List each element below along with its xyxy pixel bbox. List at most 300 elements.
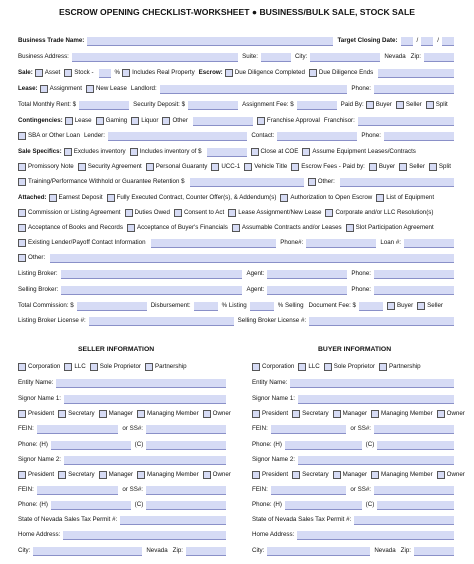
- assumable-contracts-label: Assumable Contracts and/or Leases: [241, 223, 342, 231]
- manager-label: Manager: [108, 409, 134, 417]
- listing-percent-field[interactable]: [194, 302, 218, 311]
- list-equipment-checkbox[interactable]: [376, 194, 434, 202]
- selling-phone-field[interactable]: [374, 286, 454, 295]
- lender-phone-field[interactable]: [384, 132, 454, 141]
- corporate-llc-label: Corporate and/or LLC Resolution(s): [335, 208, 434, 216]
- seller-fein1-row: [18, 423, 230, 435]
- row-existing-lender: [18, 237, 458, 249]
- buyer2-manager-checkbox[interactable]: [333, 471, 367, 479]
- seller-ss1-field[interactable]: [146, 425, 226, 434]
- seller-entity-name-field[interactable]: [56, 379, 226, 388]
- president-label: President: [262, 470, 289, 478]
- training-amount-field[interactable]: [190, 178, 304, 187]
- buyer-fein1-label: FEIN:: [252, 424, 268, 432]
- security-agreement-label: Security Agreement: [87, 162, 142, 170]
- trade-name-label: Business Trade Name:: [18, 36, 85, 44]
- existing-lender-phone-label: Phone#:: [280, 238, 304, 246]
- personal-guaranty-checkbox[interactable]: [146, 163, 208, 171]
- fees-buyer-label: Buyer: [378, 162, 396, 170]
- buyer-home-address-row: [252, 529, 458, 541]
- seller-signor1-row: [18, 393, 230, 405]
- authorization-checkbox[interactable]: [280, 194, 372, 202]
- includes-real-property-checkbox[interactable]: [122, 69, 195, 77]
- contingency-other-checkbox[interactable]: [162, 117, 187, 125]
- target-day-field[interactable]: [421, 37, 433, 46]
- row-notes: [18, 161, 458, 173]
- buyer-signor1-row: [252, 393, 458, 405]
- suite-label: Suite:: [242, 52, 258, 60]
- training-other-checkbox[interactable]: [308, 178, 335, 186]
- due-diligence-completed-label: Due Diligence Completed: [234, 68, 305, 76]
- doc-fee-seller-label: Seller: [427, 301, 443, 309]
- seller-sole-proprietor-checkbox[interactable]: [90, 363, 141, 371]
- secretary-label: Secretary: [302, 409, 329, 417]
- contingency-other-label: Other: [172, 116, 188, 124]
- landlord-field[interactable]: [160, 85, 348, 94]
- buyer2-secretary-checkbox[interactable]: [292, 471, 328, 479]
- buyer1-secretary-checkbox[interactable]: [292, 410, 328, 418]
- seller-tax-permit-label: State of Nevada Sales Tax Permit #:: [18, 515, 118, 523]
- row-attached: [18, 192, 458, 204]
- selling-broker-label: Selling Broker:: [18, 285, 59, 293]
- selling-agent-field[interactable]: [267, 286, 347, 295]
- seller1-manager-checkbox[interactable]: [99, 410, 133, 418]
- lender-label: Lender:: [83, 131, 105, 139]
- franchisor-field[interactable]: [358, 117, 454, 126]
- corporate-llc-checkbox[interactable]: [325, 209, 433, 217]
- seller2-president-checkbox[interactable]: [18, 471, 54, 479]
- lender-phone-label: Phone:: [361, 131, 381, 139]
- buyer1-manager-checkbox[interactable]: [333, 410, 367, 418]
- buyer-signor2-field[interactable]: [298, 456, 454, 465]
- training-other-field[interactable]: [340, 178, 454, 187]
- seller-zip-label: Zip:: [172, 546, 183, 554]
- seller2-managing-member-checkbox[interactable]: [137, 471, 199, 479]
- contingency-other-field[interactable]: [193, 117, 253, 126]
- seller-fein1-label: FEIN:: [18, 424, 34, 432]
- fees-split-label: Split: [438, 162, 451, 170]
- suite-field[interactable]: [261, 53, 291, 62]
- buyer-zip-field[interactable]: [414, 547, 454, 556]
- buyer-corporation-label: Corporation: [262, 362, 295, 370]
- seller-signor2-title-row: [18, 469, 230, 481]
- assume-equipment-label: Assume Equipment Leases/Contracts: [312, 147, 416, 155]
- includes-inventory-checkbox[interactable]: [130, 148, 202, 156]
- fees-buyer-checkbox[interactable]: [369, 163, 395, 171]
- authorization-label: Authorization to Open Escrow: [290, 193, 373, 201]
- buyer-signor2-title-row: [252, 469, 465, 481]
- contingency-liquor-label: Liquor: [141, 116, 159, 124]
- listing-license-field[interactable]: [89, 317, 234, 326]
- attached-other-field[interactable]: [50, 254, 454, 263]
- seller-phone-c2-field[interactable]: [146, 501, 226, 510]
- buyer-phone2-row: [252, 499, 458, 511]
- manager-label: Manager: [108, 470, 134, 478]
- seller-entity-type-row: [18, 361, 230, 373]
- buyer-home-address-field[interactable]: [297, 531, 454, 540]
- buyer-entity-name-row: [252, 377, 458, 389]
- total-rent-field[interactable]: [79, 101, 129, 110]
- assignment-fee-field[interactable]: [297, 101, 337, 110]
- row-training: [18, 176, 458, 188]
- fees-seller-checkbox[interactable]: [399, 163, 425, 171]
- includes-real-property-label: Includes Real Property: [132, 68, 195, 76]
- buyer-phone-h1-field[interactable]: [285, 441, 362, 450]
- buyer-nevada-label: Nevada: [374, 546, 396, 554]
- row-acceptance: [18, 222, 458, 234]
- seller-fein2-row: [18, 484, 230, 496]
- buyer-phone-h2-field[interactable]: [285, 501, 362, 510]
- managing-member-label: Managing Member: [381, 470, 433, 478]
- assume-equipment-checkbox[interactable]: [302, 148, 416, 156]
- row-contingencies: [18, 115, 458, 127]
- commission-agreement-label: Commission or Listing Agreement: [28, 208, 121, 216]
- seller-phone2-row: [18, 499, 230, 511]
- seller-signor2-field[interactable]: [64, 456, 226, 465]
- listing-license-label: Listing Broker License #:: [18, 316, 86, 324]
- paid-by-seller-checkbox[interactable]: [396, 101, 422, 109]
- total-commission-label: Total Commission: $: [18, 301, 74, 309]
- row-commission: [18, 207, 458, 219]
- buyer-signor1-field[interactable]: [298, 395, 454, 404]
- paid-by-label: Paid By:: [340, 100, 364, 108]
- slot-participation-label: Slot Participation Agreement: [355, 223, 434, 231]
- landlord-phone-field[interactable]: [374, 85, 454, 94]
- existing-lender-checkbox[interactable]: [18, 239, 146, 247]
- consent-act-checkbox[interactable]: [174, 209, 224, 217]
- split-label: Split: [435, 100, 448, 108]
- seller-llc-label: LLC: [74, 362, 86, 370]
- sba-loan-label: SBA or Other Loan: [28, 131, 80, 139]
- fully-executed-label: Fully Executed Contract, Counter Offer(s), & Addendum(s): [116, 193, 277, 201]
- seller-phone-h1-label: Phone: (H): [18, 440, 48, 448]
- seller-phone1-row: [18, 439, 230, 451]
- existing-lender-label: Existing Lender/Payoff Contact Information: [28, 238, 146, 246]
- selling-license-field[interactable]: [309, 317, 454, 326]
- buyer-entity-type-row: [252, 361, 458, 373]
- owner-label: Owner: [212, 409, 231, 417]
- buyer-ss2-label: or SS#:: [350, 485, 371, 493]
- row-selling-broker: [18, 284, 458, 296]
- assignment-checkbox[interactable]: [40, 85, 82, 93]
- contact-field[interactable]: [277, 132, 357, 141]
- training-label: Training/Performance Withhold or Guarantee Retention $: [28, 177, 185, 185]
- seller-signor2-row: [18, 454, 230, 466]
- listing-broker-label: Listing Broker:: [18, 269, 58, 277]
- seller-ss1-label: or SS#:: [122, 424, 143, 432]
- stock-label: Stock -: [74, 68, 94, 76]
- assumable-contracts-checkbox[interactable]: [232, 224, 342, 232]
- personal-guaranty-label: Personal Guaranty: [155, 162, 208, 170]
- row-address: [18, 51, 458, 63]
- acceptance-financials-label: Acceptance of Buyer's Financials: [136, 223, 228, 231]
- target-month-field[interactable]: [401, 37, 413, 46]
- seller-phone-c1-field[interactable]: [146, 441, 226, 450]
- secretary-label: Secretary: [68, 409, 95, 417]
- fees-seller-label: Seller: [409, 162, 425, 170]
- seller-fein1-field[interactable]: [37, 425, 119, 434]
- close-at-coe-checkbox[interactable]: [251, 148, 299, 156]
- row-sale: [18, 67, 458, 79]
- duties-owed-checkbox[interactable]: [125, 209, 170, 217]
- buyer-tax-permit-label: State of Nevada Sales Tax Permit #:: [252, 515, 352, 523]
- slot-participation-checkbox[interactable]: [346, 224, 434, 232]
- manager-label: Manager: [342, 409, 368, 417]
- buyer-ss2-field[interactable]: [374, 486, 454, 495]
- seller-sole-proprietor-label: Sole Proprietor: [99, 362, 141, 370]
- contingencies-label: Contingencies:: [18, 116, 63, 124]
- due-diligence-ends-label: Due Diligence Ends: [318, 68, 374, 76]
- asset-checkbox[interactable]: [35, 69, 60, 77]
- seller2-secretary-checkbox[interactable]: [58, 471, 94, 479]
- selling-percent-field[interactable]: [250, 302, 274, 311]
- lease-assignment-label: Lease Assignment/New Lease: [238, 208, 322, 216]
- president-label: President: [262, 409, 289, 417]
- selling-percent-label: % Selling: [277, 301, 304, 309]
- assignment-fee-label: Assignment Fee: $: [242, 100, 294, 108]
- escrow-fees-checkbox[interactable]: [291, 163, 365, 171]
- buyer-label: Buyer: [375, 100, 392, 108]
- buyer-city-field[interactable]: [267, 547, 370, 556]
- trade-name-field[interactable]: [87, 37, 333, 46]
- buyer-phone1-row: [252, 439, 458, 451]
- lease-assignment-checkbox[interactable]: [228, 209, 321, 217]
- paid-by-buyer-checkbox[interactable]: [366, 101, 392, 109]
- seller-home-address-label: Home Address:: [18, 530, 61, 538]
- contingency-liquor-checkbox[interactable]: [131, 117, 158, 125]
- lender-field[interactable]: [108, 132, 247, 141]
- seller-llc-checkbox[interactable]: [64, 363, 85, 371]
- buyer2-managing-member-checkbox[interactable]: [371, 471, 433, 479]
- seller-ss2-label: or SS#:: [122, 485, 143, 493]
- seller1-owner-checkbox[interactable]: [203, 410, 231, 418]
- seller-phone-c2-label: (C): [134, 500, 144, 508]
- seller-home-address-row: [18, 529, 230, 541]
- seller-ss2-field[interactable]: [146, 486, 226, 495]
- city-field[interactable]: [310, 53, 380, 62]
- earnest-deposit-checkbox[interactable]: [49, 194, 103, 202]
- managing-member-label: Managing Member: [381, 409, 433, 417]
- existing-lender-field[interactable]: [151, 239, 277, 248]
- buyer-phone-c2-field[interactable]: [377, 501, 454, 510]
- owner-label: Owner: [446, 409, 465, 417]
- seller-nevada-label: Nevada: [146, 546, 168, 554]
- fees-split-checkbox[interactable]: [429, 163, 451, 171]
- address-field[interactable]: [72, 53, 238, 62]
- row-commission-total: [18, 300, 458, 312]
- buyer1-president-checkbox[interactable]: [252, 410, 288, 418]
- buyer2-owner-checkbox[interactable]: [437, 471, 465, 479]
- new-lease-checkbox[interactable]: [86, 85, 127, 93]
- listing-broker-field[interactable]: [61, 270, 243, 279]
- vehicle-title-label: Vehicle Title: [254, 162, 288, 170]
- listing-agent-field[interactable]: [267, 270, 347, 279]
- seller-phone-h2-field[interactable]: [51, 501, 131, 510]
- excludes-inventory-label: Excludes inventory: [73, 147, 126, 155]
- commission-agreement-checkbox[interactable]: [18, 209, 121, 217]
- buyer-entity-name-label: Entity Name:: [252, 378, 288, 386]
- buyer-phone-c1-label: (C): [365, 440, 375, 448]
- selling-license-label: Selling Broker License #:: [237, 316, 307, 324]
- stock-percent-field[interactable]: [99, 69, 111, 78]
- buyer-tax-permit-field[interactable]: [354, 516, 454, 525]
- due-diligence-ends-checkbox[interactable]: [309, 69, 373, 77]
- acceptance-financials-checkbox[interactable]: [127, 224, 228, 232]
- buyer-fein1-row: [252, 423, 458, 435]
- buyer-entity-name-field[interactable]: [290, 379, 454, 388]
- fully-executed-checkbox[interactable]: [107, 194, 277, 202]
- seller-label: Seller: [405, 100, 422, 108]
- franchise-approval-checkbox[interactable]: [257, 117, 320, 125]
- seller1-president-checkbox[interactable]: [18, 410, 54, 418]
- buyer-partnership-checkbox[interactable]: [379, 363, 421, 371]
- ucc1-checkbox[interactable]: [211, 163, 240, 171]
- zip-label: Zip:: [410, 52, 421, 60]
- document-fee-label: Document Fee: $: [308, 301, 356, 309]
- sale-specifics-label: Sale Specifics:: [18, 147, 62, 155]
- row-rent: [18, 99, 458, 111]
- buyer1-managing-member-checkbox[interactable]: [371, 410, 433, 418]
- buyer-signor1-label: Signor Name 1:: [252, 394, 295, 402]
- existing-lender-phone-field[interactable]: [306, 239, 376, 248]
- franchisor-label: Franchisor:: [323, 116, 355, 124]
- buyer-fein1-field[interactable]: [271, 425, 347, 434]
- vehicle-title-checkbox[interactable]: [244, 163, 287, 171]
- acceptance-books-label: Acceptance of Books and Records: [28, 223, 123, 231]
- row-sba: [18, 130, 458, 142]
- seller2-owner-checkbox[interactable]: [203, 471, 231, 479]
- form-title: ESCROW OPENING CHECKLIST-WORKSHEET ● BUSINESS/BULK SALE, STOCK SALE: [59, 7, 415, 17]
- security-agreement-checkbox[interactable]: [78, 163, 142, 171]
- due-diligence-completed-checkbox[interactable]: [225, 69, 305, 77]
- seller-tax-permit-field[interactable]: [120, 516, 226, 525]
- buyer1-owner-checkbox[interactable]: [437, 410, 465, 418]
- row-listing-broker: [18, 268, 458, 280]
- earnest-deposit-label: Earnest Deposit: [58, 193, 103, 201]
- seller-fein2-field[interactable]: [37, 486, 119, 495]
- row-lease: [18, 83, 458, 95]
- doc-fee-buyer-label: Buyer: [396, 301, 414, 309]
- seller-corporation-label: Corporation: [28, 362, 61, 370]
- lease-label: Lease:: [18, 84, 38, 92]
- buyer-phone-c1-field[interactable]: [377, 441, 454, 450]
- contingency-lease-checkbox[interactable]: [65, 117, 92, 125]
- promissory-note-label: Promissory Note: [28, 162, 74, 170]
- excludes-inventory-checkbox[interactable]: [64, 148, 126, 156]
- attached-label: Attached:: [18, 193, 47, 201]
- listing-phone-field[interactable]: [374, 270, 454, 279]
- loan-number-field[interactable]: [404, 239, 454, 248]
- escrow-fees-label: Escrow Fees - Paid by:: [301, 162, 365, 170]
- buyer-corporation-checkbox[interactable]: [252, 363, 294, 371]
- buyer-heading: BUYER INFORMATION: [318, 346, 392, 353]
- consent-act-label: Consent to Act: [183, 208, 225, 216]
- stock-checkbox[interactable]: [64, 69, 93, 77]
- buyer-llc-checkbox[interactable]: [298, 363, 319, 371]
- seller2-manager-checkbox[interactable]: [99, 471, 133, 479]
- due-diligence-ends-field[interactable]: [378, 69, 454, 78]
- seller1-managing-member-checkbox[interactable]: [137, 410, 199, 418]
- buyer-partnership-label: Partnership: [388, 362, 421, 370]
- attached-other-label: Other:: [28, 253, 46, 261]
- seller-entity-name-row: [18, 377, 230, 389]
- attached-other-checkbox[interactable]: [18, 254, 45, 262]
- buyer-phone-h1-label: Phone: (H): [252, 440, 282, 448]
- total-commission-field[interactable]: [77, 302, 147, 311]
- listing-percent-label: % Listing: [221, 301, 247, 309]
- president-label: President: [28, 409, 55, 417]
- listing-phone-label: Phone:: [351, 269, 371, 277]
- ucc1-label: UCC-1: [221, 162, 241, 170]
- seller1-secretary-checkbox[interactable]: [58, 410, 94, 418]
- contingency-gaming-label: Gaming: [105, 116, 128, 124]
- escrow-label: Escrow:: [198, 68, 223, 76]
- buyer-fein2-field[interactable]: [271, 486, 347, 495]
- contingency-gaming-checkbox[interactable]: [96, 117, 128, 125]
- seller-signor1-field[interactable]: [64, 395, 226, 404]
- zip-field[interactable]: [424, 53, 454, 62]
- total-rent-label: Total Monthly Rent: $: [18, 100, 77, 108]
- date-separator: /: [416, 36, 419, 44]
- duties-owed-label: Duties Owed: [134, 208, 170, 216]
- inventory-amount-field[interactable]: [207, 148, 247, 157]
- buyer-sole-proprietor-checkbox[interactable]: [324, 363, 375, 371]
- selling-broker-field[interactable]: [61, 286, 242, 295]
- security-deposit-field[interactable]: [188, 101, 238, 110]
- buyer-tax-permit-row: [252, 514, 458, 526]
- training-checkbox[interactable]: [18, 178, 185, 186]
- buyer-sole-proprietor-label: Sole Proprietor: [333, 362, 375, 370]
- secretary-label: Secretary: [68, 470, 95, 478]
- contingency-lease-label: Lease: [74, 116, 92, 124]
- buyer2-president-checkbox[interactable]: [252, 471, 288, 479]
- listing-agent-label: Agent:: [246, 269, 265, 277]
- seller-phone-h1-field[interactable]: [51, 441, 131, 450]
- doc-fee-buyer-checkbox[interactable]: [387, 302, 413, 310]
- seller-partnership-checkbox[interactable]: [145, 363, 187, 371]
- sba-loan-checkbox[interactable]: [18, 132, 80, 140]
- document-fee-field[interactable]: [359, 302, 383, 311]
- target-year-field[interactable]: [442, 37, 454, 46]
- seller-city-field[interactable]: [33, 547, 142, 556]
- promissory-note-checkbox[interactable]: [18, 163, 74, 171]
- doc-fee-seller-checkbox[interactable]: [417, 302, 443, 310]
- target-date-label: Target Closing Date:: [337, 36, 398, 44]
- asset-label: Asset: [44, 68, 61, 76]
- sale-label: Sale:: [18, 68, 33, 76]
- buyer-ss1-field[interactable]: [374, 425, 454, 434]
- seller-home-address-field[interactable]: [63, 531, 226, 540]
- training-other-label: Other:: [317, 177, 335, 185]
- secretary-label: Secretary: [302, 470, 329, 478]
- seller-partnership-label: Partnership: [154, 362, 187, 370]
- seller-fein2-label: FEIN:: [18, 485, 34, 493]
- row-trade-name: [18, 35, 458, 47]
- seller-corporation-checkbox[interactable]: [18, 363, 60, 371]
- owner-label: Owner: [446, 470, 465, 478]
- seller-city-row: [18, 545, 230, 557]
- seller-heading: SELLER INFORMATION: [78, 346, 155, 353]
- assignment-label: Assignment: [49, 84, 82, 92]
- row-licenses: [18, 315, 458, 327]
- seller-zip-field[interactable]: [186, 547, 226, 556]
- paid-by-split-checkbox[interactable]: [426, 101, 448, 109]
- buyer-ss1-label: or SS#:: [350, 424, 371, 432]
- seller-phone-h2-label: Phone: (H): [18, 500, 48, 508]
- acceptance-books-checkbox[interactable]: [18, 224, 123, 232]
- managing-member-label: Managing Member: [147, 470, 199, 478]
- address-label: Business Address:: [18, 52, 69, 60]
